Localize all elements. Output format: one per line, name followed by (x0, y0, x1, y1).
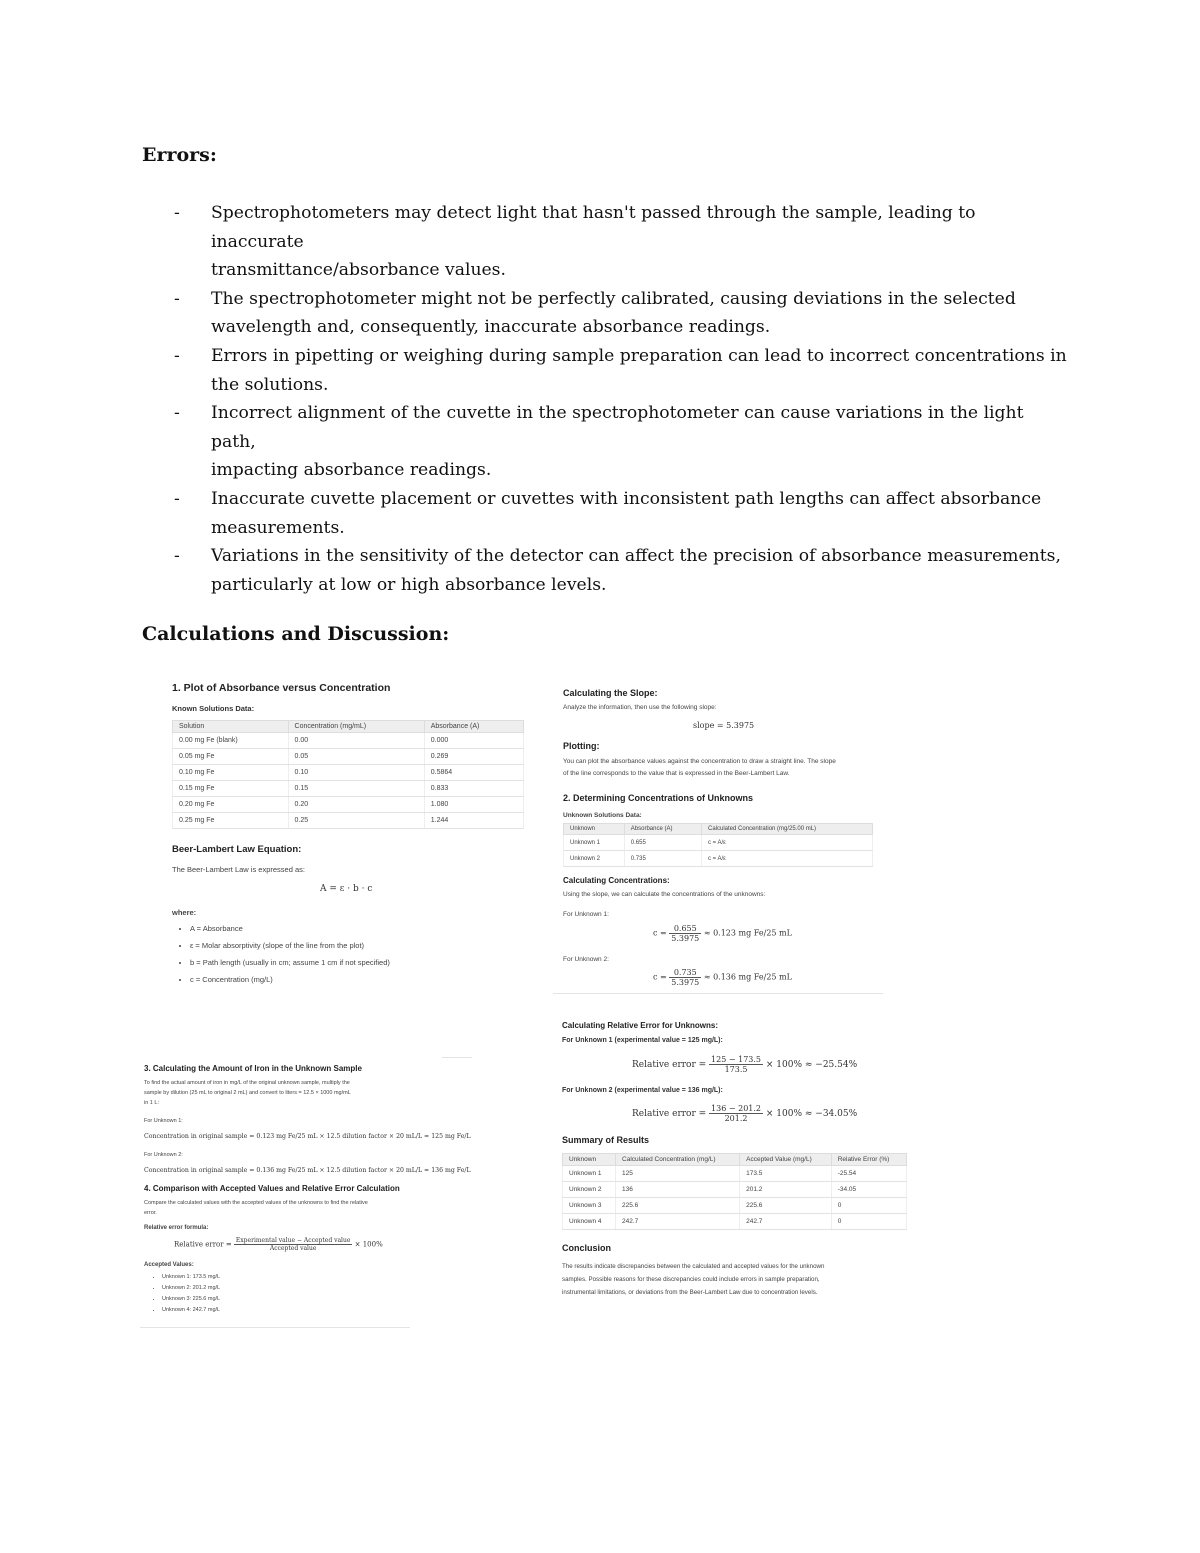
divider (553, 993, 883, 994)
table-row: Unknown 2 0.735 c = A/ε (564, 851, 873, 867)
table-row: Unknown 3 225.6 225.6 0 (563, 1198, 907, 1214)
summary-title: Summary of Results (562, 1135, 650, 1145)
list-item: - Inaccurate cuvette placement or cuvettes with inconsistent path lengths can affect absorbance measurements. (170, 485, 1070, 542)
plotting-text: You can plot the absorbance values against the concentration to draw a straight line. The slope (563, 758, 836, 765)
unknown1-equation: c = $\frac{0.655}{5.3975}$ ≈ 0.123 mg Fe/25 mL (653, 924, 792, 943)
unknowns-label: Unknown Solutions Data: (563, 812, 642, 819)
beer-lambert-title: Beer-Lambert Law Equation: (172, 844, 302, 855)
list-item: - Spectrophotometers may detect light that hasn't passed through the sample, leading to inaccurate transmittance/absorbance values. (170, 199, 1070, 285)
list-item: • b = Path length (usually in cm; assume 1 cm if not specified) (190, 958, 390, 967)
unknown2-label: For Unknown 2: (144, 1152, 183, 1158)
unknown1-label: For Unknown 1: (563, 911, 609, 918)
section-title: 3. Calculating the Amount of Iron in the Unknown Sample (144, 1064, 362, 1073)
bullet-dash: - (174, 403, 180, 424)
table-header-row (564, 824, 873, 835)
paragraph: error. (144, 1210, 157, 1216)
column-header: Absorbance (A) (424, 721, 523, 733)
column-header: Accepted Value (mg/L) (740, 1154, 832, 1166)
column-header: Solution (173, 721, 289, 733)
conclusion-title: Conclusion (562, 1243, 611, 1253)
beer-lambert-equation: A = ε · b · c (320, 884, 373, 894)
unknown2-equation: c = $\frac{0.735}{5.3975}$ ≈ 0.136 mg Fe/25 mL (653, 968, 792, 987)
beer-lambert-intro: The Beer-Lambert Law is expressed as: (172, 865, 305, 874)
embedded-screenshot-plot (160, 672, 540, 1002)
slope-text: Analyze the information, then use the following slope: (563, 704, 717, 711)
bullet-dash: - (174, 288, 180, 309)
calc-concentrations-text: Using the slope, we can calculate the concentrations of the unknowns: (563, 891, 766, 898)
column-header: Unknown (564, 824, 625, 835)
unknown1-label: For Unknown 1: (144, 1118, 183, 1124)
embedded-screenshot-relative-error (556, 1015, 916, 1305)
paragraph: instrumental limitations, or deviations from the Beer-Lambert Law due to concentration levels. (562, 1289, 818, 1296)
table-header-row (173, 721, 524, 733)
list-item: • Unknown 1: 173.5 mg/L (162, 1274, 220, 1280)
divider (442, 1057, 472, 1058)
table-header-row (563, 1154, 907, 1166)
bullet-dash: - (174, 345, 180, 366)
table-row: Unknown 1 125 173.5 -25.54 (563, 1166, 907, 1182)
unknown2-equation: Relative error = $\frac{136 - 201.2}{201.2}$ × 100% ≈ −34.05% (632, 1104, 858, 1123)
bullet-dash: - (174, 546, 180, 567)
paragraph: in 1 L: (144, 1100, 159, 1106)
section-title: Calculating Relative Error for Unknowns: (562, 1021, 719, 1030)
paragraph: sample by dilution (25 mL to original 2 mL) and convert to liters = 12.5 × 1000 mg/mL (144, 1090, 351, 1096)
unknown1-equation: Concentration in original sample = 0.123 mg Fe/25 mL × 12.5 dilution factor × 20 mL/L ≈ 125 mg Fe/L (144, 1133, 471, 1140)
table-row: Unknown 1 0.655 c = A/ε (564, 835, 873, 851)
errors-list (170, 199, 1070, 599)
calculations-heading: Calculations and Discussion: (142, 623, 450, 645)
list-item: - Errors in pipetting or weighing during sample preparation can lead to incorrect concentrations in the solutions. (170, 342, 1070, 399)
errors-heading: Errors: (142, 144, 217, 166)
bullet-dash: - (174, 203, 180, 223)
table-row: 0.05 mg Fe 0.05 0.269 (173, 749, 524, 765)
unknown2-equation: Concentration in original sample = 0.136 mg Fe/25 mL × 12.5 dilution factor × 20 mL/L ≈ 136 mg Fe/L (144, 1167, 471, 1174)
list-item: • Unknown 2: 201.2 mg/L (162, 1285, 220, 1291)
paragraph: The results indicate discrepancies between the calculated and accepted values for the unknown (562, 1263, 825, 1270)
variable-definitions (174, 924, 390, 992)
table-row: 0.00 mg Fe (blank) 0.00 0.000 (173, 733, 524, 749)
table-row: 0.20 mg Fe 0.20 1.080 (173, 797, 524, 813)
column-header: Calculated Concentration (mg/L) (616, 1154, 740, 1166)
slope-title: Calculating the Slope: (563, 688, 658, 698)
paragraph: To find the actual amount of iron in mg/L of the original unknown sample, multiply the (144, 1080, 350, 1086)
relative-error-formula: Relative error = $\frac{\text{Experimental value − Accepted value}}{\text{Accepted value}}$ × 100% (174, 1237, 383, 1252)
calc-concentrations-title: Calculating Concentrations: (563, 876, 670, 885)
table-row: 0.10 mg Fe 0.10 0.5864 (173, 765, 524, 781)
list-item: • c = Concentration (mg/L) (190, 975, 390, 984)
table-row: 0.25 mg Fe 0.25 1.244 (173, 813, 524, 829)
comparison-title: 4. Comparison with Accepted Values and Relative Error Calculation (144, 1184, 400, 1193)
table-row: 0.15 mg Fe 0.15 0.833 (173, 781, 524, 797)
known-solutions-table (172, 720, 524, 829)
list-item: • Unknown 3: 225.6 mg/L (162, 1296, 220, 1302)
unknown2-label: For Unknown 2: (563, 956, 609, 963)
list-item: - The spectrophotometer might not be perfectly calibrated, causing deviations in the selected wavelength and, consequently, inaccurate absorbance readings. (170, 285, 1070, 342)
column-header: Calculated Concentration (mg/25.00 mL) (702, 824, 873, 835)
divider (140, 1327, 410, 1328)
summary-table (562, 1153, 907, 1230)
table-row: Unknown 2 136 201.2 -34.05 (563, 1182, 907, 1198)
paragraph: samples. Possible reasons for these discrepancies could include errors in sample preparation, (562, 1276, 820, 1283)
list-item: • A = Absorbance (190, 924, 390, 933)
column-header: Unknown (563, 1154, 616, 1166)
list-item: • Unknown 4: 242.7 mg/L (162, 1307, 220, 1313)
paragraph: Compare the calculated values with the accepted values of the unknowns to find the relative (144, 1200, 368, 1206)
column-header: Concentration (mg/mL) (288, 721, 424, 733)
section-title: 1. Plot of Absorbance versus Concentration (172, 682, 391, 694)
table-row: Unknown 4 242.7 242.7 0 (563, 1214, 907, 1230)
embedded-screenshot-slope (553, 680, 883, 995)
unknown1-equation: Relative error = $\frac{125 - 173.5}{173.5}$ × 100% ≈ −25.54% (632, 1055, 858, 1074)
unknown-solutions-table (563, 823, 873, 867)
unknown2-label: For Unknown 2 (experimental value = 136 mg/L): (562, 1087, 723, 1094)
column-header: Absorbance (A) (624, 824, 701, 835)
where-label: where: (172, 908, 197, 917)
accepted-values-list (146, 1274, 220, 1318)
plotting-title: Plotting: (563, 741, 600, 751)
list-item: • ε = Molar absorptivity (slope of the line from the plot) (190, 941, 390, 950)
unknowns-title: 2. Determining Concentrations of Unknowns (563, 793, 754, 803)
list-item: - Variations in the sensitivity of the detector can affect the precision of absorbance measurements, particularly at low or high absorbance levels. (170, 542, 1070, 599)
list-item: - Incorrect alignment of the cuvette in the spectrophotometer can cause variations in the light path, impacting absorbance readings. (170, 399, 1070, 485)
bullet-dash: - (174, 488, 180, 509)
slope-equation: slope = 5.3975 (693, 721, 755, 730)
unknown1-label: For Unknown 1 (experimental value = 125 mg/L): (562, 1037, 723, 1044)
accepted-values-label: Accepted Values: (144, 1262, 194, 1268)
formula-label: Relative error formula: (144, 1225, 209, 1231)
known-data-label: Known Solutions Data: (172, 704, 255, 713)
column-header: Relative Error (%) (831, 1154, 906, 1166)
embedded-screenshot-iron-amount (140, 1055, 475, 1330)
plotting-text: of the line corresponds to the value that is expressed in the Beer-Lambert Law. (563, 770, 790, 777)
